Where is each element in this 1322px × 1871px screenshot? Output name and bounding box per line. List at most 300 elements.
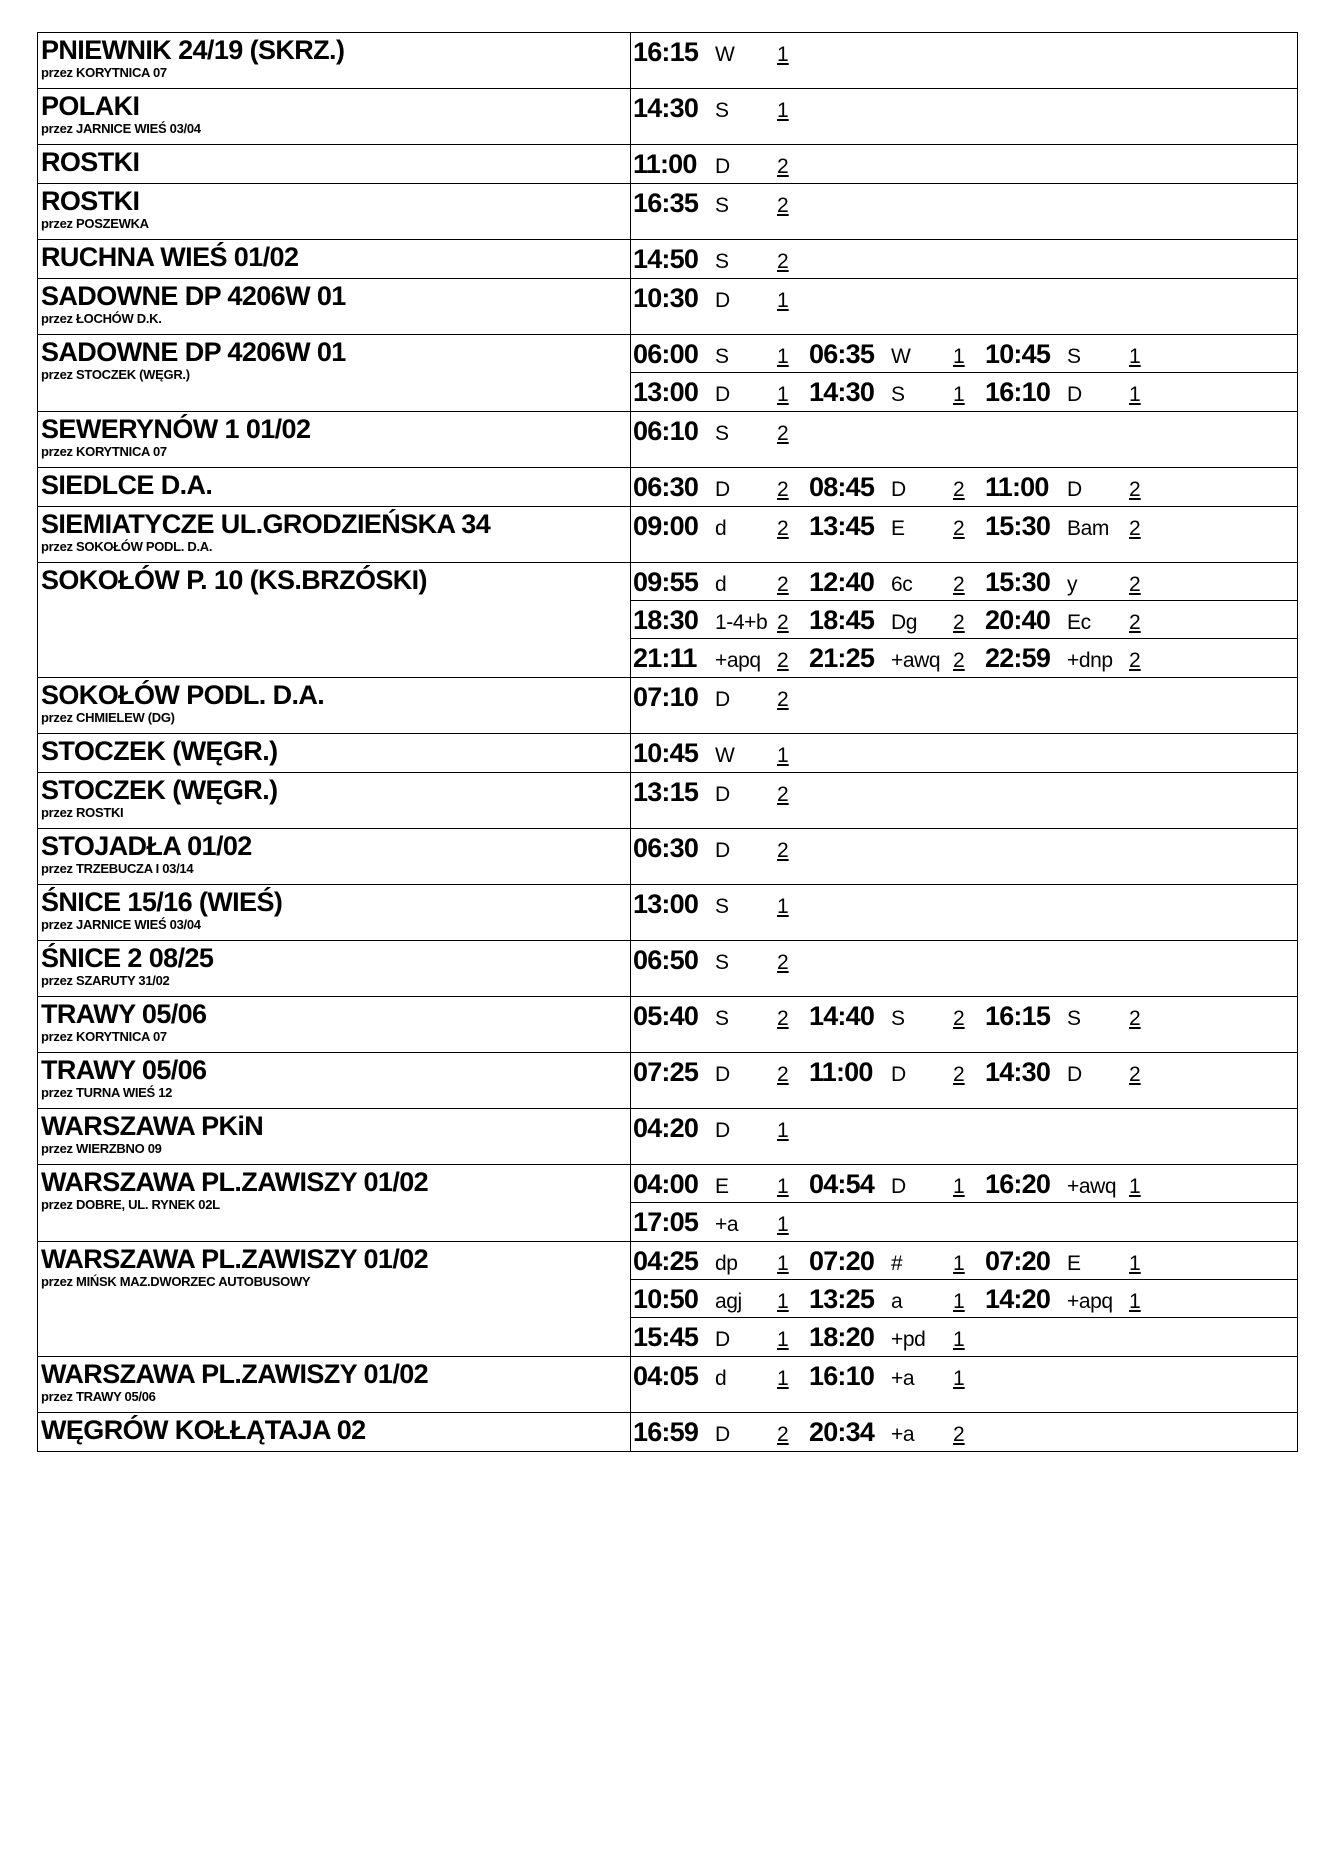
- destination-cell: [38, 941, 631, 997]
- departure-mark: Ec: [1067, 611, 1091, 634]
- departure-line: [631, 335, 1297, 373]
- departure-platform: 2: [777, 422, 789, 445]
- destination-via: przez TRZEBUCZA I 03/14: [41, 861, 194, 876]
- departure-time: 09:00: [633, 511, 699, 541]
- departure-time: 06:30: [633, 833, 699, 863]
- departure: [985, 1001, 1161, 1032]
- departure-time: 18:30: [633, 605, 699, 635]
- destination-cell: [38, 829, 631, 885]
- departure: [985, 339, 1161, 370]
- departure-platform: 1: [777, 1328, 789, 1351]
- destination-via: przez ROSTKI: [41, 805, 124, 820]
- departure: [633, 682, 809, 713]
- destination-cell: [38, 1413, 631, 1452]
- departure-platform: 2: [777, 783, 789, 806]
- departure: [633, 738, 809, 769]
- departure-platform: 1: [953, 383, 965, 406]
- departure-platform: 1: [1129, 1290, 1141, 1313]
- timetable-row: [38, 145, 1298, 184]
- departure-platform: 1: [777, 895, 789, 918]
- departure: [633, 1169, 809, 1200]
- departure-platform: 2: [777, 1063, 789, 1086]
- destination-name: TRAWY 05/06: [41, 999, 207, 1029]
- departure-platform: 2: [953, 573, 965, 596]
- departure-time: 17:05: [633, 1207, 699, 1237]
- departure: [633, 511, 809, 542]
- departure: [985, 472, 1161, 503]
- departure-platform: 2: [777, 250, 789, 273]
- departure-mark: 1-4+b: [715, 611, 768, 634]
- departure-mark: +apq: [715, 649, 761, 672]
- departure-mark: +awq: [1067, 1175, 1117, 1198]
- departure-platform: 1: [1129, 1175, 1141, 1198]
- destination-name: WARSZAWA PL.ZAWISZY 01/02: [41, 1359, 429, 1389]
- departure-time: 04:25: [633, 1246, 699, 1276]
- departure-mark: d: [715, 573, 727, 596]
- departure-mark: S: [715, 99, 729, 122]
- departure-mark: S: [715, 422, 729, 445]
- timetable-row: [38, 279, 1298, 335]
- departure-mark: S: [891, 1007, 905, 1030]
- destination-via: przez JARNICE WIEŚ 03/04: [41, 121, 201, 136]
- departure-time: 07:10: [633, 682, 699, 712]
- departure-platform: 2: [1129, 478, 1141, 501]
- departure-mark: D: [715, 1119, 730, 1142]
- destination-name: PNIEWNIK 24/19 (SKRZ.): [41, 35, 345, 65]
- departure-time: 12:40: [809, 567, 875, 597]
- departures-cell: [631, 563, 1298, 678]
- departure-platform: 1: [953, 1290, 965, 1313]
- departure-time: 14:30: [985, 1057, 1051, 1087]
- departure: [633, 1001, 809, 1032]
- departure-time: 07:20: [985, 1246, 1051, 1276]
- departure-platform: 1: [777, 1213, 789, 1236]
- destination-name: TRAWY 05/06: [41, 1055, 207, 1085]
- destination-name: ROSTKI: [41, 147, 140, 177]
- destination-name: ŚNICE 2 08/25: [41, 943, 214, 973]
- departures-cell: [631, 1109, 1298, 1165]
- departure-platform: 2: [1129, 1007, 1141, 1030]
- departure-mark: #: [891, 1252, 903, 1275]
- departure-mark: E: [715, 1175, 729, 1198]
- timetable-row: [38, 89, 1298, 145]
- departure-platform: 2: [953, 1007, 965, 1030]
- departure-line: [631, 941, 1297, 979]
- timetable-row: [38, 33, 1298, 89]
- destination-name: SIEDLCE D.A.: [41, 470, 213, 500]
- departure: [809, 1001, 985, 1032]
- departure-platform: 1: [953, 1252, 965, 1275]
- destination-cell: [38, 1242, 631, 1357]
- departure-time: 07:20: [809, 1246, 875, 1276]
- departure: [633, 889, 809, 920]
- departure-platform: 2: [777, 517, 789, 540]
- timetable-row: [38, 1242, 1298, 1357]
- departure: [633, 1246, 809, 1277]
- departure: [985, 605, 1161, 636]
- departure-time: 04:54: [809, 1169, 875, 1199]
- departures-cell: [631, 240, 1298, 279]
- departure-mark: D: [715, 383, 730, 406]
- timetable-row: [38, 1109, 1298, 1165]
- departure-platform: 2: [777, 1007, 789, 1030]
- departures-cell: [631, 1165, 1298, 1242]
- departure-mark: D: [715, 1063, 730, 1086]
- departure: [633, 1057, 809, 1088]
- departures-cell: [631, 885, 1298, 941]
- departures-cell: [631, 1413, 1298, 1452]
- departure-time: 11:00: [985, 472, 1049, 502]
- destination-cell: [38, 507, 631, 563]
- departure-mark: dp: [715, 1252, 738, 1275]
- destination-cell: [38, 563, 631, 678]
- departure-time: 14:20: [985, 1284, 1051, 1314]
- departure-time: 06:35: [809, 339, 875, 369]
- departure-mark: S: [1067, 1007, 1081, 1030]
- departure-mark: D: [715, 783, 730, 806]
- departure-line: [631, 373, 1297, 411]
- destination-via: przez KORYTNICA 07: [41, 444, 167, 459]
- departure-mark: y: [1067, 573, 1078, 596]
- departure-mark: D: [715, 1328, 730, 1351]
- departure-time: 20:40: [985, 605, 1051, 635]
- departure-time: 13:15: [633, 777, 699, 807]
- destination-name: SOKOŁÓW P. 10 (KS.BRZÓSKI): [41, 565, 427, 595]
- departure-time: 21:25: [809, 643, 875, 673]
- departure: [633, 1113, 809, 1144]
- destination-cell: [38, 773, 631, 829]
- departure-platform: 1: [1129, 383, 1141, 406]
- departure: [633, 93, 809, 124]
- departure-time: 11:00: [809, 1057, 873, 1087]
- departure: [809, 377, 985, 408]
- departure-time: 18:45: [809, 605, 875, 635]
- departure-mark: D: [715, 1423, 730, 1446]
- departure: [633, 472, 809, 503]
- departure-time: 09:55: [633, 567, 699, 597]
- departure-mark: D: [1067, 478, 1082, 501]
- departure-line: [631, 507, 1297, 545]
- timetable-row: [38, 678, 1298, 734]
- destination-name: SADOWNE DP 4206W 01: [41, 337, 346, 367]
- departure-line: [631, 412, 1297, 450]
- destination-cell: [38, 1109, 631, 1165]
- departure-time: 16:35: [633, 188, 699, 218]
- departure-mark: D: [715, 688, 730, 711]
- departure-mark: D: [891, 478, 906, 501]
- departure-time: 18:20: [809, 1322, 875, 1352]
- departure-platform: 1: [777, 383, 789, 406]
- destination-via: przez WIERZBNO 09: [41, 1141, 162, 1156]
- departure-line: [631, 145, 1297, 183]
- destination-name: RUCHNA WIEŚ 01/02: [41, 242, 299, 272]
- departure-mark: W: [715, 43, 735, 66]
- departure-platform: 1: [777, 1367, 789, 1390]
- departure-time: 14:50: [633, 244, 699, 274]
- departure-time: 14:40: [809, 1001, 875, 1031]
- departure: [809, 605, 985, 636]
- departures-cell: [631, 1242, 1298, 1357]
- departure-platform: 1: [777, 1290, 789, 1313]
- departure: [985, 377, 1161, 408]
- destination-via: przez ŁOCHÓW D.K.: [41, 311, 162, 326]
- departure-mark: S: [715, 895, 729, 918]
- departure: [809, 1169, 985, 1200]
- departure-mark: Bam: [1067, 517, 1109, 540]
- departure-platform: 1: [777, 289, 789, 312]
- departure-mark: S: [715, 194, 729, 217]
- departure-time: 07:25: [633, 1057, 699, 1087]
- destination-cell: [38, 1165, 631, 1242]
- destination-name: SIEMIATYCZE UL.GRODZIEŃSKA 34: [41, 509, 491, 539]
- destination-cell: [38, 734, 631, 773]
- destination-via: przez TRAWY 05/06: [41, 1389, 156, 1404]
- departure: [633, 416, 809, 447]
- departure-mark: D: [891, 1175, 906, 1198]
- departure-platform: 2: [777, 839, 789, 862]
- departure-line: [631, 997, 1297, 1035]
- departure-line: [631, 734, 1297, 772]
- departure: [633, 1361, 809, 1392]
- departure-time: 16:20: [985, 1169, 1051, 1199]
- destination-name: WARSZAWA PKiN: [41, 1111, 264, 1141]
- departure-mark: D: [1067, 383, 1082, 406]
- destination-name: STOCZEK (WĘGR.): [41, 775, 278, 805]
- departure-platform: 2: [777, 1423, 789, 1446]
- timetable-row: [38, 184, 1298, 240]
- departure: [809, 339, 985, 370]
- departure: [985, 511, 1161, 542]
- departure-platform: 2: [953, 517, 965, 540]
- destination-cell: [38, 335, 631, 412]
- departures-cell: [631, 997, 1298, 1053]
- destination-cell: [38, 468, 631, 507]
- departure: [809, 472, 985, 503]
- departure-line: [631, 885, 1297, 923]
- departures-cell: [631, 279, 1298, 335]
- departure-platform: 2: [777, 478, 789, 501]
- timetable-row: [38, 1165, 1298, 1242]
- departure-time: 22:59: [985, 643, 1051, 673]
- timetable-row: [38, 885, 1298, 941]
- departure-time: 14:30: [633, 93, 699, 123]
- departure-mark: S: [715, 1007, 729, 1030]
- destination-name: SOKOŁÓW PODL. D.A.: [41, 680, 325, 710]
- departure-platform: 2: [1129, 649, 1141, 672]
- departure-time: 15:30: [985, 511, 1051, 541]
- departure-mark: S: [715, 951, 729, 974]
- departure-time: 04:05: [633, 1361, 699, 1391]
- departures-cell: [631, 1053, 1298, 1109]
- departure-time: 21:11: [633, 643, 697, 673]
- departure-platform: 2: [777, 573, 789, 596]
- departure-line: [631, 773, 1297, 811]
- destination-via: przez CHMIELEW (DG): [41, 710, 175, 725]
- departure: [985, 1246, 1161, 1277]
- departure: [809, 1246, 985, 1277]
- destination-name: SEWERYNÓW 1 01/02: [41, 414, 311, 444]
- departure: [985, 1057, 1161, 1088]
- departure-platform: 1: [1129, 345, 1141, 368]
- departure-line: [631, 1280, 1297, 1318]
- departures-cell: [631, 33, 1298, 89]
- departure-time: 08:45: [809, 472, 875, 502]
- departure-mark: +a: [891, 1423, 915, 1446]
- departure-platform: 1: [777, 345, 789, 368]
- departure-mark: +pd: [891, 1328, 926, 1351]
- departure-line: [631, 279, 1297, 317]
- timetable-row: [38, 1357, 1298, 1413]
- destination-via: przez KORYTNICA 07: [41, 65, 167, 80]
- departures-cell: [631, 335, 1298, 412]
- departure-time: 16:15: [633, 37, 699, 67]
- destination-cell: [38, 279, 631, 335]
- timetable-row: [38, 335, 1298, 412]
- departure-mark: d: [715, 517, 727, 540]
- departure-line: [631, 184, 1297, 222]
- departure-platform: 2: [953, 1423, 965, 1446]
- departures-cell: [631, 941, 1298, 997]
- destination-via: przez SZARUTY 31/02: [41, 973, 170, 988]
- departure: [633, 945, 809, 976]
- destination-via: przez DOBRE, UL. RYNEK 02L: [41, 1197, 220, 1212]
- departure: [809, 1417, 985, 1448]
- destination-name: ŚNICE 15/16 (WIEŚ): [41, 887, 283, 917]
- departure-platform: 2: [777, 194, 789, 217]
- timetable-row: [38, 507, 1298, 563]
- departure-time: 06:00: [633, 339, 699, 369]
- departure-time: 04:00: [633, 1169, 699, 1199]
- departure-platform: 1: [953, 1367, 965, 1390]
- departure-time: 13:00: [633, 377, 699, 407]
- destination-via: przez STOCZEK (WĘGR.): [41, 367, 190, 382]
- destination-cell: [38, 1053, 631, 1109]
- timetable-body: [38, 33, 1298, 1452]
- departure: [633, 567, 809, 598]
- departure-line: [631, 1357, 1297, 1395]
- destination-name: WARSZAWA PL.ZAWISZY 01/02: [41, 1244, 429, 1274]
- departure-platform: 1: [777, 1119, 789, 1142]
- departure-line: [631, 1053, 1297, 1091]
- departure-platform: 1: [777, 744, 789, 767]
- departure-platform: 2: [1129, 611, 1141, 634]
- departure: [809, 643, 985, 674]
- departure: [633, 1322, 809, 1353]
- departure-line: [631, 1109, 1297, 1147]
- destination-name: WARSZAWA PL.ZAWISZY 01/02: [41, 1167, 429, 1197]
- departure-time: 13:00: [633, 889, 699, 919]
- departure-platform: 1: [777, 1252, 789, 1275]
- departure-line: [631, 639, 1297, 677]
- departures-cell: [631, 145, 1298, 184]
- destination-via: przez KORYTNICA 07: [41, 1029, 167, 1044]
- departure: [633, 377, 809, 408]
- departure-line: [631, 1203, 1297, 1241]
- destination-cell: [38, 1357, 631, 1413]
- departure-time: 13:25: [809, 1284, 875, 1314]
- departure-line: [631, 1165, 1297, 1203]
- timetable-row: [38, 563, 1298, 678]
- departure: [809, 511, 985, 542]
- departures-cell: [631, 773, 1298, 829]
- departure: [633, 1417, 809, 1448]
- destination-name: WĘGRÓW KOŁŁĄTAJA 02: [41, 1415, 366, 1445]
- departure-time: 06:10: [633, 416, 699, 446]
- departures-cell: [631, 678, 1298, 734]
- departure: [633, 188, 809, 219]
- destination-via: przez POSZEWKA: [41, 216, 149, 231]
- departure-platform: 2: [953, 649, 965, 672]
- departure-mark: D: [715, 839, 730, 862]
- departures-cell: [631, 507, 1298, 563]
- departure-platform: 2: [777, 951, 789, 974]
- departure-mark: +a: [715, 1213, 739, 1236]
- destination-cell: [38, 885, 631, 941]
- departure-timetable: [37, 32, 1298, 1452]
- departure-mark: D: [715, 155, 730, 178]
- departure-mark: +dnp: [1067, 649, 1113, 672]
- departure-line: [631, 678, 1297, 716]
- departure-time: 10:45: [985, 339, 1051, 369]
- departure-platform: 2: [777, 155, 789, 178]
- departures-cell: [631, 184, 1298, 240]
- departure: [809, 1322, 985, 1353]
- departure-line: [631, 468, 1297, 506]
- departure: [633, 244, 809, 275]
- departure-mark: W: [715, 744, 735, 767]
- destination-cell: [38, 997, 631, 1053]
- departure-mark: E: [891, 517, 905, 540]
- departure-time: 10:30: [633, 283, 699, 313]
- departure-mark: 6c: [891, 573, 913, 596]
- departure: [633, 339, 809, 370]
- departure-time: 10:45: [633, 738, 699, 768]
- departure: [633, 149, 809, 180]
- timetable-row: [38, 240, 1298, 279]
- destination-cell: [38, 89, 631, 145]
- departure-time: 16:15: [985, 1001, 1051, 1031]
- departures-cell: [631, 1357, 1298, 1413]
- departure-mark: S: [715, 250, 729, 273]
- departure-time: 16:10: [985, 377, 1051, 407]
- departure-time: 14:30: [809, 377, 875, 407]
- timetable-row: [38, 941, 1298, 997]
- departure-mark: S: [1067, 345, 1081, 368]
- departure-platform: 2: [1129, 1063, 1141, 1086]
- departure: [985, 1284, 1161, 1315]
- destination-cell: [38, 240, 631, 279]
- timetable-row: [38, 412, 1298, 468]
- destination-via: przez MIŃSK MAZ.DWORZEC AUTOBUSOWY: [41, 1274, 311, 1289]
- departure-line: [631, 563, 1297, 601]
- timetable-row: [38, 1053, 1298, 1109]
- timetable-row: [38, 997, 1298, 1053]
- departure-platform: 1: [1129, 1252, 1141, 1275]
- departure-time: 05:40: [633, 1001, 699, 1031]
- departure-mark: agj: [715, 1290, 742, 1313]
- departure: [985, 1169, 1161, 1200]
- departure-mark: +apq: [1067, 1290, 1113, 1313]
- departure-platform: 1: [953, 1328, 965, 1351]
- destination-cell: [38, 33, 631, 89]
- departures-cell: [631, 734, 1298, 773]
- departure-platform: 1: [953, 1175, 965, 1198]
- departure: [633, 283, 809, 314]
- departure-line: [631, 601, 1297, 639]
- departure-line: [631, 240, 1297, 278]
- departure-mark: D: [891, 1063, 906, 1086]
- destination-name: STOJADŁA 01/02: [41, 831, 252, 861]
